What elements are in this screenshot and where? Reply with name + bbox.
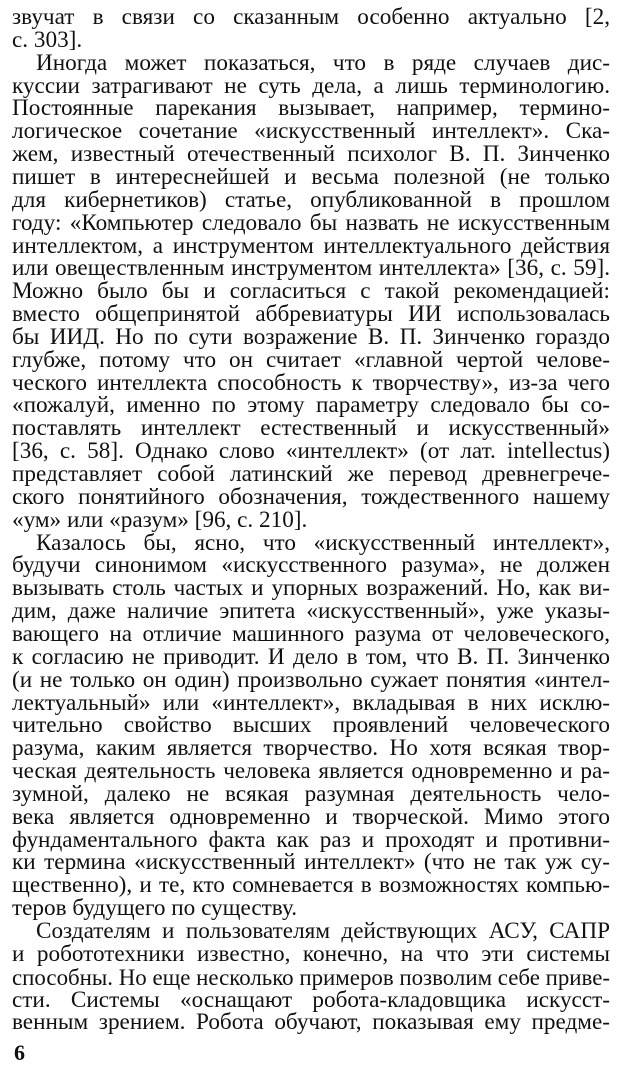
text-line: ки термина «искусственный интеллект» (что не так уж су- (12, 849, 610, 876)
text-line: вместо общепринятой аббревиатуры ИИ использовалась (12, 301, 610, 328)
text-line: вызывать столь частых и упорных возражений. Но, как ви- (12, 575, 610, 602)
text-line: пишет в интереснейшей и весьма полезной (не только (12, 163, 610, 190)
text-line: к согласию не приводит. И дело в том, что В. П. Зинченко (12, 643, 610, 670)
text-line: зумной, далеко не всякая разумная деятельность чело- (12, 780, 610, 807)
text-line: чительно свойство высших проявлений человеческого (12, 712, 610, 739)
text-line: фундаментального факта как раз и проходят и противни- (12, 826, 610, 853)
text-line: [36, с. 58]. Однако слово «интеллект» (от лат. intellectus) (12, 438, 610, 465)
text-line: поставлять интеллект естественный и искусственный» (12, 415, 610, 442)
text-line: Иногда может показаться, что в ряде случаев дис- (36, 49, 610, 76)
text-line: с. 303]. (12, 26, 83, 53)
text-line: «пожалуй, именно по этому параметру следовало бы со- (12, 392, 610, 419)
text-line: для кибернетиков) статье, опубликованной в прошлом (12, 186, 610, 213)
text-line: Постоянные парекания вызывает, например, термино- (12, 95, 610, 122)
text-line: сти. Системы «оснащают робота-кладовщика искусст- (12, 986, 610, 1013)
text-line: будучи синонимом «искусственного разума», не должен (12, 552, 610, 579)
text-line: «ум» или «разум» [96, с. 210]. (12, 506, 308, 533)
text-line: интеллектом, а инструментом интеллектуального действия (12, 232, 610, 259)
text-line: ческая деятельность человека является одновременно и ра- (12, 758, 610, 785)
text-line: логическое сочетание «искусственный интеллект». Ска- (12, 118, 610, 145)
text-line: жем, известный отечественный психолог В. П. Зинченко (12, 141, 610, 168)
text-line: и робототехники известно, конечно, на что эти системы (12, 940, 610, 967)
text-line: вающего на отличие машинного разума от человеческого, (12, 620, 610, 647)
text-line: способны. Но еще несколько примеров позволим себе приве- (12, 964, 610, 990)
text-line: или овеществленным инструментом интеллекта» [36, с. 59]. (12, 255, 610, 282)
text-line: куссии затрагивают не суть дела, а лишь терминологию. (12, 72, 610, 99)
text-line: (и не только он один) произвольно сужает понятия «интел- (12, 666, 610, 693)
text-line: бы ИИД. Но по сути возражение В. П. Зинченко гораздо (12, 323, 610, 350)
text-line: века является одновременно и творческой. Мимо этого (12, 803, 610, 830)
text-line: венным зрением. Робота обучают, показывая ему предме- (12, 1009, 610, 1036)
page-number: 6 (14, 1040, 25, 1065)
text-line: ческого интеллекта способность к творчеству», из-за чего (12, 369, 610, 396)
text-line: году: «Компьютер следовало бы назвать не искусственным (12, 209, 610, 236)
text-line: дим, даже наличие эпитета «искусственный», уже указы- (12, 598, 610, 625)
text-line: ского понятийного обозначения, тождественного нашему (12, 483, 610, 510)
text-line: представляет собой латинский же перевод древнегрече- (12, 461, 610, 487)
text-line: щественно), и те, кто сомневается в возможностях компью- (12, 872, 610, 899)
text-line: Казалось бы, ясно, что «искусственный интеллект», (36, 529, 610, 556)
text-line: лектуальный» или «интеллект», вкладывая в них исклю- (12, 689, 610, 716)
text-line: разума, каким является творчество. Но хотя всякая твор- (12, 735, 610, 762)
text-line: теров будущего по существу. (12, 895, 298, 922)
text-line: Можно было бы и согласиться с такой рекомендацией: (12, 278, 610, 305)
text-line: глубже, потому что он считает «главной чертой челове- (12, 346, 610, 373)
text-line: звучат в связи со сказанным особенно актуально [2, (12, 4, 610, 30)
text-line: Создателям и пользователям действующих АСУ, САПР (36, 918, 610, 944)
